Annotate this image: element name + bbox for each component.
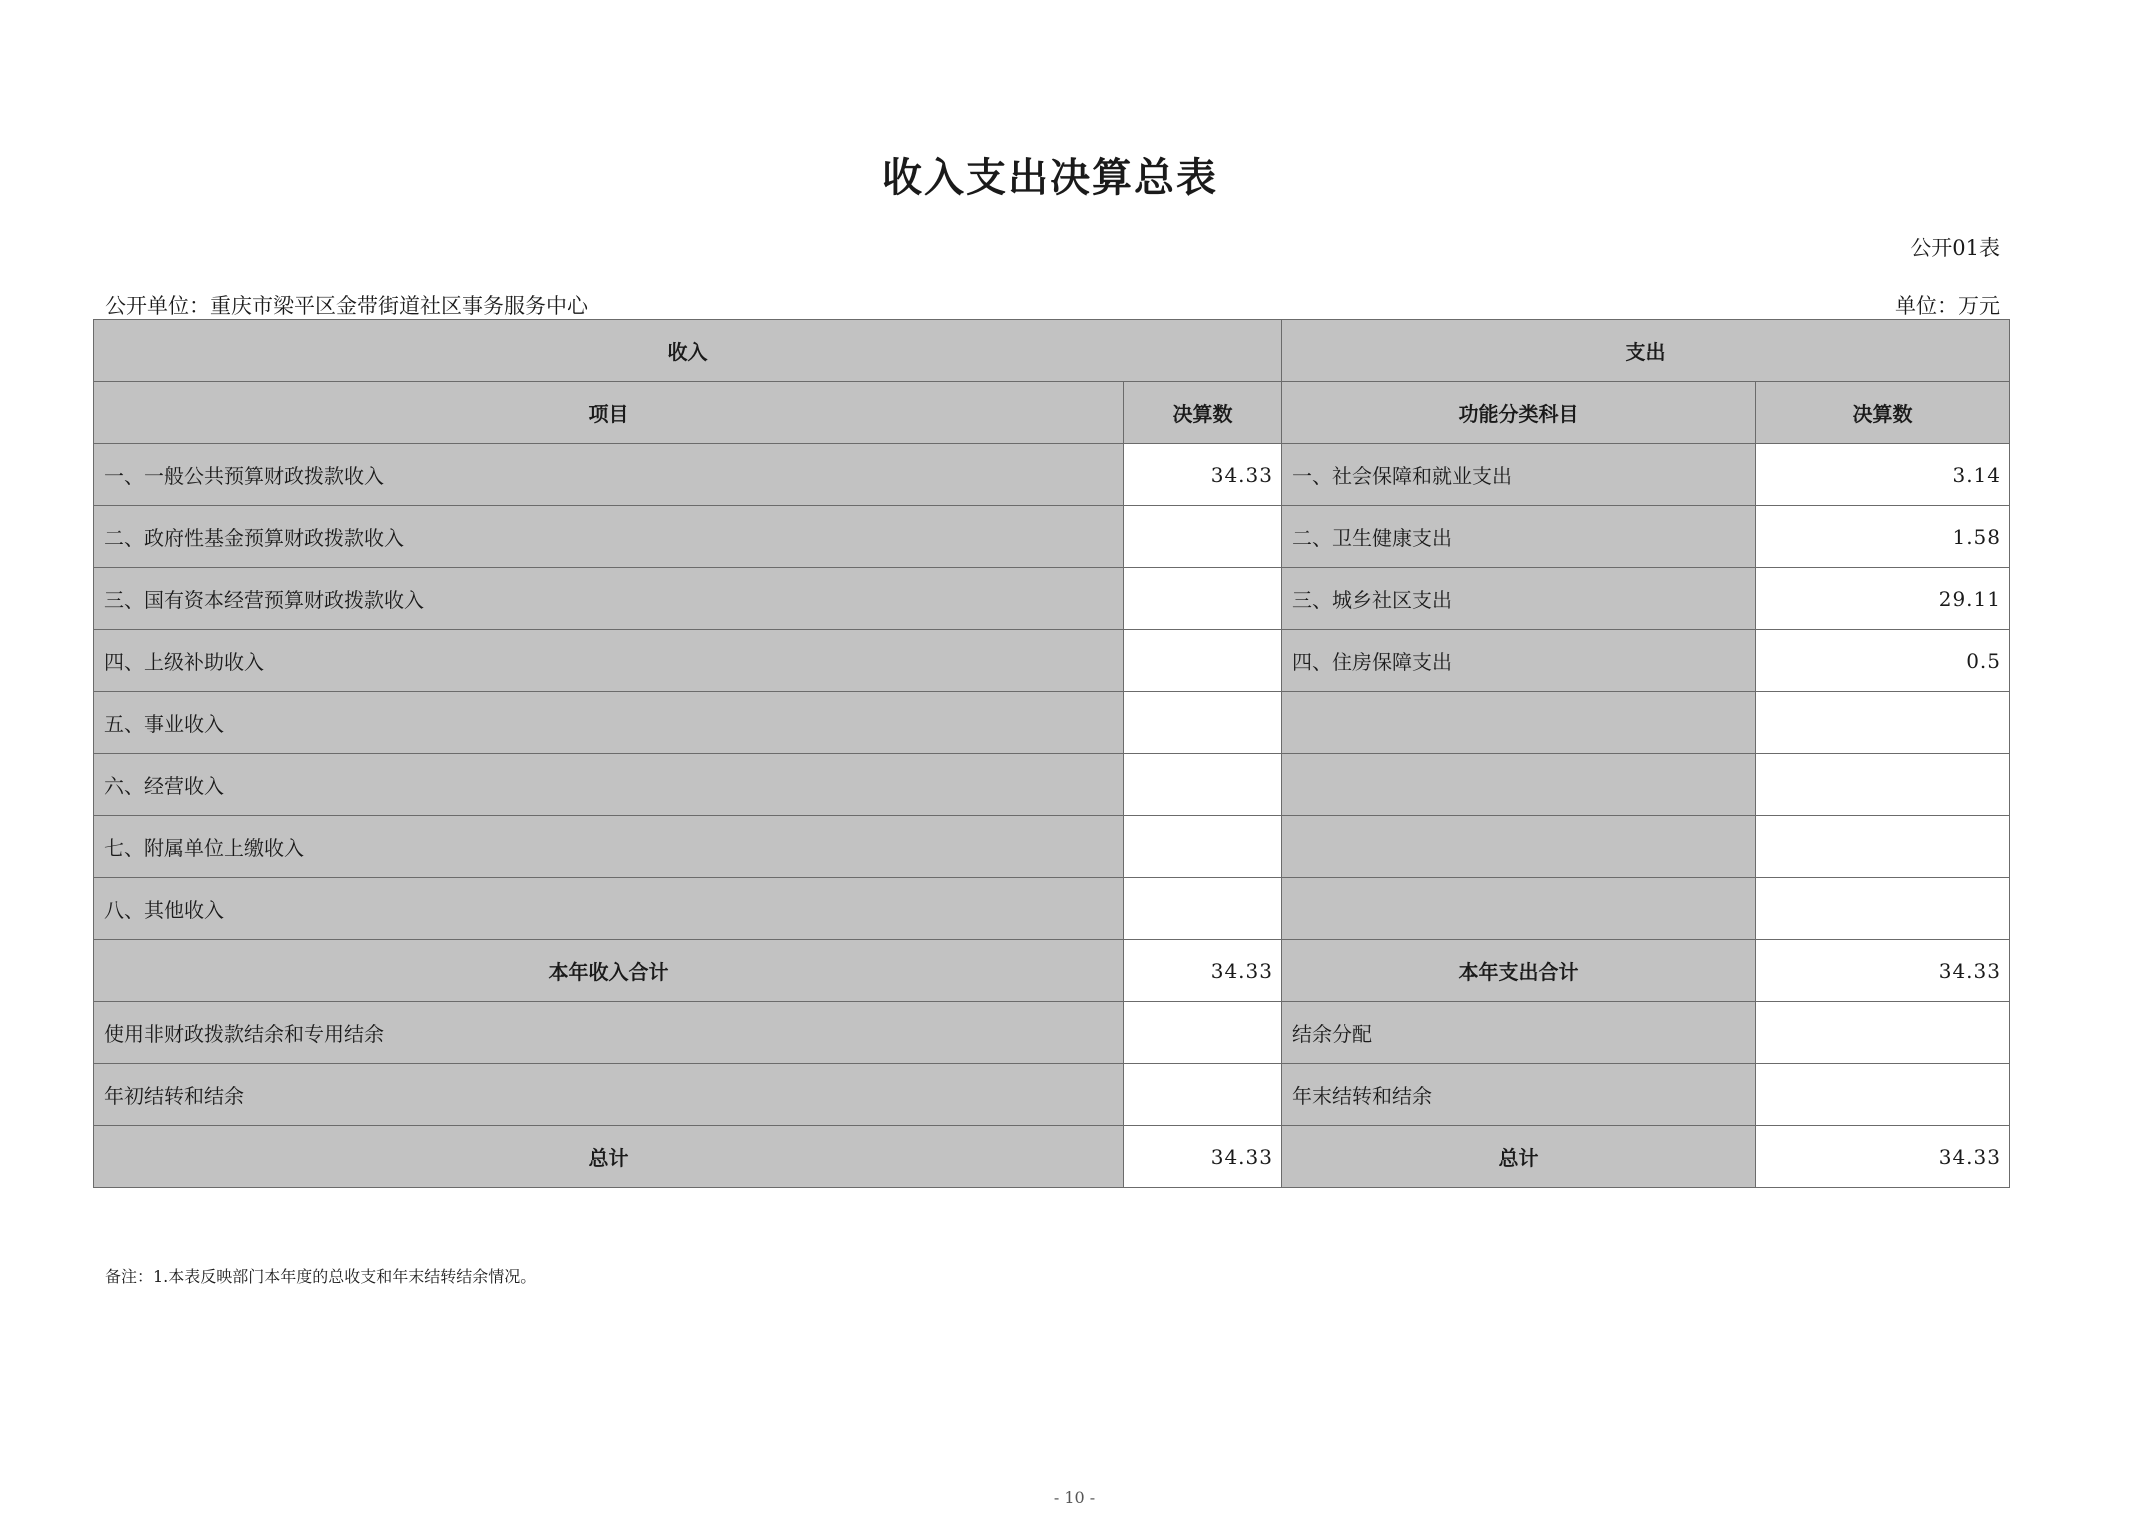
footnote: 备注：1.本表反映部门本年度的总收支和年末结转结余情况。	[105, 1267, 537, 1286]
page-number: - 10 -	[1053, 1488, 1096, 1507]
income-item-cell: 二、政府性基金预算财政拨款收入	[94, 506, 1124, 568]
form-number: 公开01表	[1910, 236, 2000, 260]
expense-amount-cell: 29.11	[1756, 568, 2010, 630]
income-item-cell: 五、事业收入	[94, 692, 1124, 754]
expense-amount-cell: 3.14	[1756, 444, 2010, 506]
table-row	[94, 878, 2010, 940]
expense-amount-cell	[1756, 692, 2010, 754]
income-item-cell: 三、国有资本经营预算财政拨款收入	[94, 568, 1124, 630]
table-row	[94, 630, 2010, 692]
expense-category-cell	[1282, 692, 1756, 754]
income-item-cell: 七、附属单位上缴收入	[94, 816, 1124, 878]
income-amount-cell	[1124, 1064, 1282, 1126]
income-amount-cell	[1124, 506, 1282, 568]
income-item-cell: 使用非财政拨款结余和专用结余	[94, 1002, 1124, 1064]
expense-amount-column-header: 决算数	[1756, 382, 2010, 444]
expense-category-cell: 一、社会保障和就业支出	[1282, 444, 1756, 506]
income-amount-column-header: 决算数	[1124, 382, 1282, 444]
expense-amount-cell: 0.5	[1756, 630, 2010, 692]
reporting-unit: 公开单位：重庆市梁平区金带街道社区事务服务中心	[105, 294, 588, 318]
expense-amount-cell	[1756, 1064, 2010, 1126]
section-header-row	[94, 320, 2010, 382]
table-row	[94, 754, 2010, 816]
currency-unit: 单位：万元	[1895, 294, 2000, 318]
expense-category-cell: 结余分配	[1282, 1002, 1756, 1064]
income-amount-cell	[1124, 816, 1282, 878]
income-amount-cell	[1124, 1002, 1282, 1064]
income-amount-cell	[1124, 692, 1282, 754]
budget-summary-table	[93, 319, 2010, 1188]
expense-amount-cell	[1756, 1002, 2010, 1064]
page-title: 收入支出决算总表	[882, 155, 1218, 201]
income-amount-cell	[1124, 630, 1282, 692]
table-row	[94, 1064, 2010, 1126]
income-item-cell: 八、其他收入	[94, 878, 1124, 940]
expense-category-cell: 四、住房保障支出	[1282, 630, 1756, 692]
income-item-cell: 四、上级补助收入	[94, 630, 1124, 692]
table-row	[94, 568, 2010, 630]
expense-amount-cell	[1756, 754, 2010, 816]
table-row	[94, 1002, 2010, 1064]
expense-category-cell	[1282, 754, 1756, 816]
column-header-row	[94, 382, 2010, 444]
income-item-cell: 年初结转和结余	[94, 1064, 1124, 1126]
income-item-cell: 总计	[94, 1126, 1124, 1188]
expense-category-cell: 本年支出合计	[1282, 940, 1756, 1002]
income-item-cell: 本年收入合计	[94, 940, 1124, 1002]
income-item-cell: 六、经营收入	[94, 754, 1124, 816]
table-row	[94, 692, 2010, 754]
expense-amount-cell: 34.33	[1756, 1126, 2010, 1188]
expense-amount-cell	[1756, 878, 2010, 940]
income-item-cell: 一、一般公共预算财政拨款收入	[94, 444, 1124, 506]
income-section-header: 收入	[94, 320, 1282, 382]
income-amount-cell	[1124, 568, 1282, 630]
income-amount-cell	[1124, 878, 1282, 940]
expense-category-cell: 二、卫生健康支出	[1282, 506, 1756, 568]
subtotal-row	[94, 940, 2010, 1002]
income-amount-cell	[1124, 754, 1282, 816]
table-row	[94, 816, 2010, 878]
expense-amount-cell	[1756, 816, 2010, 878]
income-amount-cell: 34.33	[1124, 1126, 1282, 1188]
category-column-header: 功能分类科目	[1282, 382, 1756, 444]
total-row	[94, 1126, 2010, 1188]
expense-amount-cell: 1.58	[1756, 506, 2010, 568]
expense-category-cell	[1282, 816, 1756, 878]
expense-category-cell	[1282, 878, 1756, 940]
expense-category-cell: 总计	[1282, 1126, 1756, 1188]
expense-section-header: 支出	[1282, 320, 2010, 382]
income-amount-cell: 34.33	[1124, 940, 1282, 1002]
item-column-header: 项目	[94, 382, 1124, 444]
expense-category-cell: 年末结转和结余	[1282, 1064, 1756, 1126]
expense-category-cell: 三、城乡社区支出	[1282, 568, 1756, 630]
table-row	[94, 444, 2010, 506]
expense-amount-cell: 34.33	[1756, 940, 2010, 1002]
table-row	[94, 506, 2010, 568]
income-amount-cell: 34.33	[1124, 444, 1282, 506]
